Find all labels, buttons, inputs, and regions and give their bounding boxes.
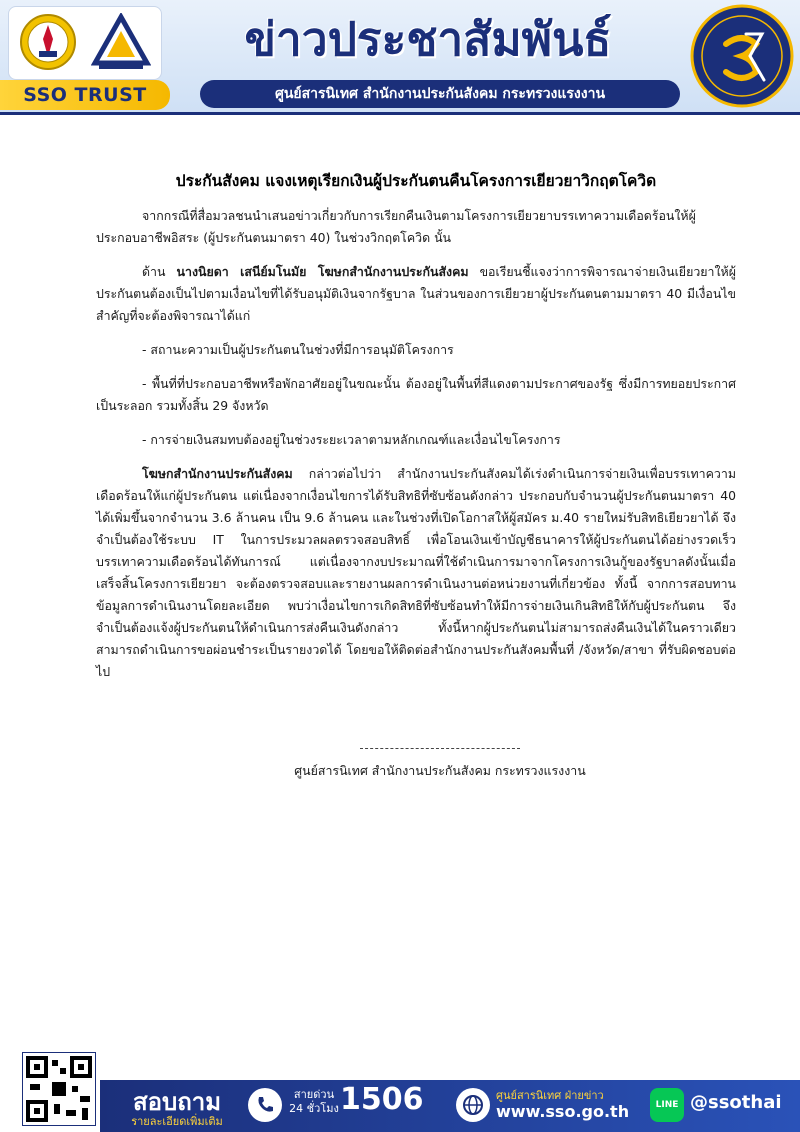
website-label: ศูนย์สารนิเทศ ฝ่ายข่าว bbox=[496, 1089, 604, 1102]
p3-text: กล่าวต่อไปว่า สำนักงานประกันสังคมได้เร่งดำเนินการจ่ายเงินเพื่อบรรเทาความเดือดร้อนให้แก่ผู้ประกันตน แต่เนื่องจากเงื่อนไขการได้รับสิทธิที่ซับซ้อนดังกล่าว ประกอบกับจำนวนผู้ประกันตนมาตรา 40 ได้เพิ่มขึ้นจากจำนวน 3.6 ล้านคน เป็น 9.6 ล้านคน และในช่วงที่เปิดโอกาสให้ผู้สมัคร ม.40 รายใหม่รับสิทธิเยียวยาได้ จึงจำเป็นต้องใช้ระบบ IT ในการประมวลผลตรวจสอบสิทธิ์ เพื่อโอนเงินเข้าบัญชีธนาคารให้ผู้ประกันตนได้อย่างรวดเร็วบรรเทาความเดือดร้อนได้ทันการณ์ แต่เนื่องจากงบประมาณที่ใช้ดำเนินการมาจากโครงการเงินกู้ของรัฐบาลดังนั้นเมื่อเสร็จสิ้นโครงการเยียวยา จะต้องตรวจสอบและรายงานผลการดำเนินงานต่อหน่วยงานที่เกี่ยวข้อง ทั้งนี้ จากการสอบทานข้อมูลการดำเนินงานโดยละเอียด พบว่าเงื่อนไขการเกิดสิทธิที่ซับซ้อนทำให้มีการจ่ายเงินเกินสิทธิให้กับผู้ประกันตน จึงจำเป็นต้องแจ้งผู้ประกันตนให้ดำเนินการส่งคืนเงินดังกล่าว ทั้งนี้หากผู้ประกันตนไม่สามารถส่งคืนเงินได้ในคราวเดียวสามารถดำเนินการขอผ่อนชำระเป็นรายงวดได้ โดยขอให้ติดต่อสำนักงานประกันสังคมพื้นที่ /จังหวัด/สาขา ที่รับผิดชอบต่อไป bbox=[96, 466, 736, 679]
condition-item: - การจ่ายเงินสมทบต้องอยู่ในช่วงระยะเวลาตามหลักเกณฑ์และเงื่อนไขโครงการ bbox=[142, 432, 561, 447]
article-body bbox=[96, 168, 736, 695]
p2-text: ขอเรียนชี้แจงว่าการพิจารณาจ่ายเงินเยียวยาให้ผู้ประกันตนต้องเป็นไปตามเงื่อนไขที่ได้รับอนุมัติเงินจากรัฐบาล ในส่วนของการเยียวยาผู้ประกันตนตามมาตรา 40 มีเงื่อนไขสำคัญที่จะต้องพิจารณาได้แก่ bbox=[96, 264, 736, 323]
article-source: ศูนย์สารนิเทศ สำนักงานประกันสังคม กระทรวงแรงงาน bbox=[294, 763, 586, 778]
ask-title: สอบถาม bbox=[132, 1088, 222, 1116]
header-banner bbox=[0, 0, 800, 115]
condition-item: - สถานะความเป็นผู้ประกันตนในช่วงที่มีการอนุมัติโครงการ bbox=[142, 342, 454, 357]
article-divider bbox=[360, 748, 520, 749]
p3-speaker: โฆษกสำนักงานประกันสังคม bbox=[142, 466, 293, 481]
condition-item: - พื้นที่ที่ประกอบอาชีพหรือพักอาศัยอยู่ในขณะนั้น ต้องอยู่ในพื้นที่สีแดงตามประกาศของรัฐ ซึ่งมีการทยอยประกาศเป็นระลอก รวมทั้งสิ้น 29 จังหวัด bbox=[96, 376, 736, 413]
globe-icon bbox=[456, 1088, 490, 1122]
line-app-icon: LINE bbox=[650, 1088, 684, 1122]
article-headline: ประกันสังคม แจงเหตุเรียกเงินผู้ประกันตนคืนโครงการเยียวยาวิกฤตโควิด bbox=[175, 172, 657, 190]
contact-banner bbox=[0, 1048, 800, 1132]
line-handle-link[interactable]: @ssothai bbox=[690, 1092, 782, 1113]
hotline-label-line1: สายด่วน bbox=[293, 1088, 335, 1101]
hotline-label bbox=[286, 1088, 342, 1116]
spokesperson-paragraph bbox=[96, 261, 736, 327]
sso-logo-icon bbox=[91, 13, 151, 71]
hotline-number[interactable]: 1506 bbox=[340, 1082, 424, 1117]
phone-icon bbox=[248, 1088, 282, 1122]
anniversary-33-badge-icon bbox=[690, 4, 794, 108]
header-subtitle: ศูนย์สารนิเทศ สำนักงานประกันสังคม กระทรวงแรงงาน bbox=[200, 80, 680, 108]
logo-panel bbox=[8, 6, 162, 80]
intro-paragraph: จากกรณีที่สื่อมวลชนนำเสนอข่าวเกี่ยวกับการเรียกคืนเงินตามโครงการเยียวยาบรรเทาความเดือดร้อนให้ผู้ประกอบอาชีพอิสระ (ผู้ประกันตนมาตรา 40) ในช่วงวิกฤตโควิด นั้น bbox=[96, 208, 696, 245]
brand-tag: SSO TRUST bbox=[0, 80, 170, 110]
spokesperson-name: นางนิยดา เสนีย์มโนมัย โฆษกสำนักงานประกันสังคม bbox=[176, 264, 469, 279]
detail-paragraph bbox=[96, 463, 736, 683]
thai-government-emblem-icon bbox=[19, 13, 77, 71]
qr-code-icon[interactable] bbox=[22, 1052, 96, 1126]
website-link[interactable]: www.sso.go.th bbox=[496, 1102, 630, 1121]
hotline-label-line2: 24 ชั่วโมง bbox=[289, 1102, 339, 1115]
ask-subtitle: รายละเอียดเพิ่มเติม bbox=[131, 1115, 223, 1128]
p2-prefix: ด้าน bbox=[142, 264, 166, 279]
page-title: ข่าวประชาสัมพันธ์ bbox=[244, 11, 612, 66]
